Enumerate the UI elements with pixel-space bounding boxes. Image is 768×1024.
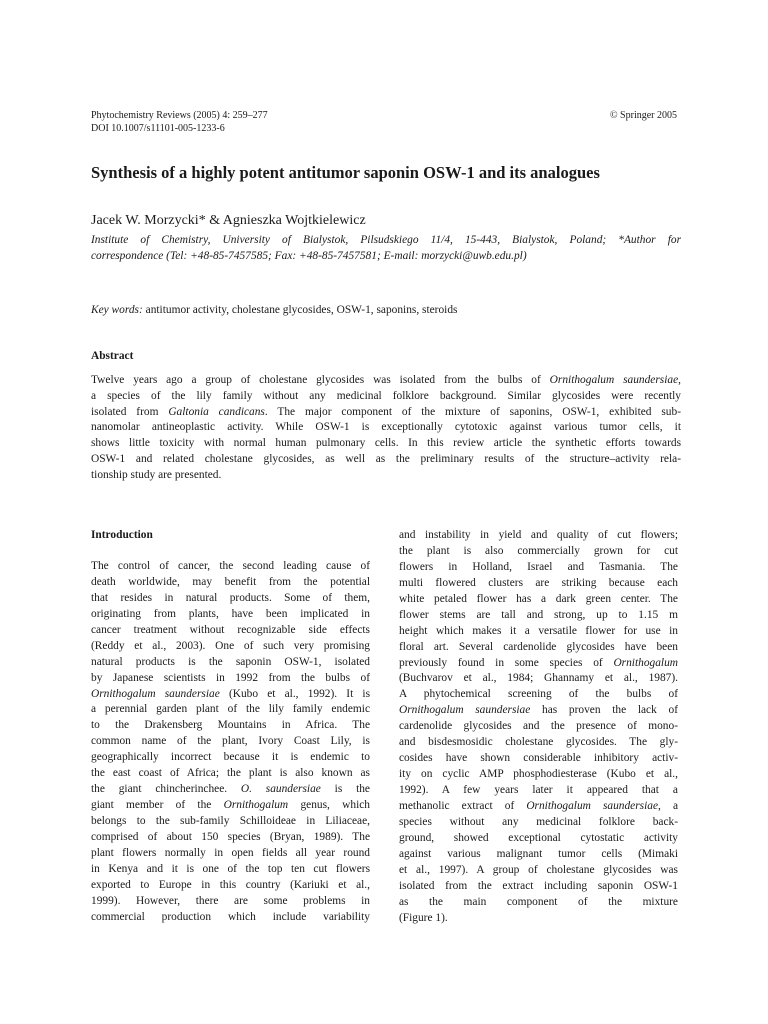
text-line: cosides have shown considerable inhibitory activ- [399, 752, 678, 765]
text-line: multi flowered clusters are striking because each [399, 576, 678, 589]
copyright-notice: © Springer 2005 [609, 110, 677, 121]
text-line: (Buchvarov et al., 1984; Ghannamy et al., 1987). [399, 672, 678, 685]
doi: DOI 10.1007/s11101-005-1233-6 [91, 123, 225, 134]
text-line: nanomolar antineoplastic activity. While OSW-1 is exceptionally cytotoxic against various tumor cells, it [91, 421, 681, 434]
text-line: ground, showed exceptional cytostatic activity [399, 831, 678, 844]
text-line: Ornithogalum saundersiae has proven the lack of [399, 704, 678, 717]
text-line: species without any medicinal folklore back- [399, 815, 678, 828]
author-list: Jacek W. Morzycki* & Agnieszka Wojtkielewicz [91, 213, 366, 228]
text-line: the giant chincherinchee. O. saundersiae is the [91, 783, 370, 796]
text-line: A phytochemical screening of the bulbs of [399, 688, 678, 701]
introduction-heading: Introduction [91, 529, 153, 541]
journal-header [91, 109, 268, 135]
text-line: flower stems are tall and strong, up to 1.15 m [399, 608, 678, 621]
text-line: cancer treatment without recognizable side effects [91, 623, 370, 636]
text-line: white petaled flower has a dark green center. The [399, 592, 678, 605]
text-line: belongs to the sub-family Schilloideae in Liliaceae, [91, 815, 370, 827]
text-line: (Figure 1). [399, 911, 448, 924]
text-line: that resides in natural products. Some of them, [91, 591, 370, 604]
text-line: in Kenya and it is one of the top ten cut flowers [91, 862, 370, 875]
text-line: Twelve years ago a group of cholestane glycosides was isolated from the bulbs of Ornithogalum saundersiae, [91, 374, 681, 386]
text-line: cardenolide glycosides and the presence of mono- [399, 720, 678, 733]
paper-title: Synthesis of a highly potent antitumor saponin OSW-1 and its analogues [91, 163, 600, 182]
affiliation [91, 233, 681, 265]
text-line: 1999). However, there are some problems in [91, 894, 370, 907]
text-line: and bisdesmosidic cholestane glycosides. The gly- [399, 736, 678, 749]
text-line: Ornithogalum saundersiae (Kubo et al., 1992). It is [91, 687, 370, 700]
text-line: against various malignant tumor cells (Mimaki [399, 847, 678, 860]
text-line: geographically incorrect because it is endemic to [91, 751, 370, 764]
text-line: methanolic extract of Ornithogalum saundersiae, a [399, 799, 678, 812]
text-line: to the Drakensberg Mountains in Africa. The [91, 719, 370, 732]
text-line: 1992). A few years later it appeared that a [399, 784, 678, 796]
right-column [399, 528, 678, 926]
text-line: death worldwide, may benefit from the potential [91, 575, 370, 588]
text-line: exported to Europe in this country (Kariuki et al., [91, 878, 370, 891]
introduction-left-text [91, 559, 370, 926]
text-line: tionship study are presented. [91, 468, 222, 481]
keywords-label: Key words: [91, 304, 143, 316]
text-line: natural products is the saponin OSW-1, isolated [91, 655, 370, 668]
text-line: previously found in some species of Ornithogalum [399, 656, 678, 669]
text-line: flowers in Holland, Israel and Tasmania. The [399, 560, 678, 573]
text-line: height which makes it a versatile flower for use in [399, 624, 678, 637]
text-line: common name of the plant, Ivory Coast Lily, is [91, 735, 370, 748]
text-line: the east coast of Africa; the plant is also known as [91, 767, 370, 780]
journal-citation: Phytochemistry Reviews (2005) 4: 259–277 [91, 110, 268, 121]
affiliation-line: Institute of Chemistry, University of Bialystok, Pilsudskiego 11/4, 15-443, Bialystok, Poland; *Author for [91, 234, 681, 246]
text-line: isolated from Galtonia candicans. The major component of the mixture of saponins, OSW-1, exhibited sub- [91, 405, 681, 418]
text-line: shows little toxicity with normal human pulmonary cells. In this review article the synthetic efforts towards [91, 437, 681, 450]
affiliation-line: correspondence (Tel: +48-85-7457585; Fax: +48-85-7457581; E-mail: morzycki@uwb.edu.pl) [91, 249, 527, 262]
text-line: originating from plants, have been implicated in [91, 607, 370, 620]
text-line: ity on cyclic AMP phosphodiesterase (Kubo et al., [399, 768, 678, 781]
text-line: comprised of about 150 species (Bryan, 1989). The [91, 830, 370, 843]
text-line: OSW-1 and related cholestane glycosides, as well as the preliminary results of the structure–activity rela- [91, 452, 681, 465]
text-line: The control of cancer, the second leading cause of [91, 560, 370, 572]
keywords-text: antitumor activity, cholestane glycosides, OSW-1, saponins, steroids [145, 304, 458, 316]
text-line: floral art. Several cardenolide glycosides have been [399, 640, 678, 653]
text-line: (Reddy et al., 2003). One of such very promising [91, 639, 370, 652]
text-line: a species of the lily family without any medicinal folklore background. Similar glycosides were recently [91, 389, 681, 402]
text-line: a perennial garden plant of the lily family endemic [91, 703, 370, 716]
text-line: and instability in yield and quality of cut flowers; [399, 529, 678, 541]
keywords [91, 303, 457, 318]
text-line: et al., 1997). A group of cholestane glycosides was [399, 863, 678, 876]
text-line: plant flowers normally in open fields all year round [91, 846, 370, 859]
text-line: by Japanese scientists in 1992 from the bulbs of [91, 671, 370, 684]
text-line: isolated from the extract including saponin OSW-1 [399, 879, 678, 892]
text-line: giant member of the Ornithogalum genus, which [91, 799, 370, 812]
left-column [91, 528, 370, 926]
text-line: as the main component of the mixture [399, 895, 678, 908]
abstract-body [91, 373, 681, 484]
text-line: commercial production which include variability [91, 910, 370, 923]
abstract-heading: Abstract [91, 350, 134, 362]
text-line: the plant is also commercially grown for cut [399, 544, 678, 557]
